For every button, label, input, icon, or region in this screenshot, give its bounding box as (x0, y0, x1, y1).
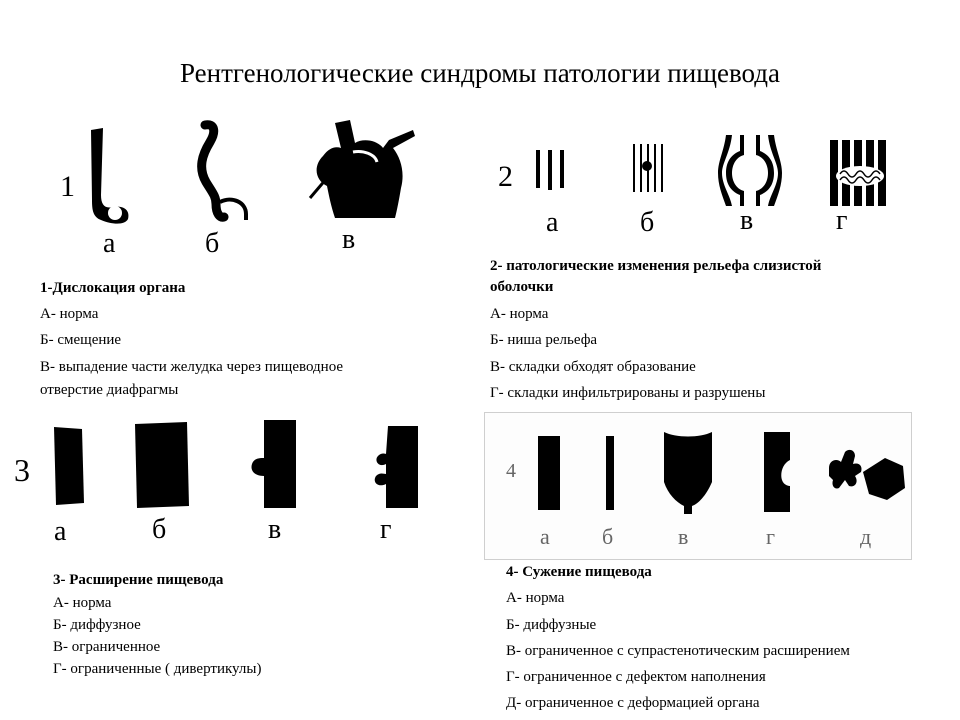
section1-figure-b-image (190, 120, 260, 225)
section1-heading: 1-Дислокация органа (40, 280, 186, 296)
section3-figure-b-image (133, 420, 191, 510)
section4-letter-b: б (602, 524, 614, 549)
section2-figure-g-image (828, 138, 888, 208)
section3-item-v: В- ограниченное (53, 639, 161, 655)
section2-letter-b: б (640, 207, 655, 238)
section1-letter-v: в (342, 224, 356, 255)
section3-letter-v: в (268, 514, 282, 545)
section1-number: 1 (60, 170, 75, 203)
section2-item-a: А- норма (490, 306, 549, 322)
section1-item-b: Б- смещение (40, 332, 122, 348)
section3-figure-v-image (250, 418, 300, 510)
section2-letter-g: г (836, 205, 848, 236)
section3-letter-g: г (380, 514, 392, 545)
section3-figure-a-image (52, 425, 86, 507)
page-title: Рентгенологические синдромы патологии пищевода (180, 58, 780, 88)
section4-number: 4 (506, 460, 516, 482)
section4-letter-g: г (766, 524, 776, 549)
section2-item-g: Г- складки инфильтрированы и разрушены (490, 385, 766, 401)
section4-item-v: В- ограниченное с супрастенотическим расширением (506, 643, 850, 659)
section4-letter-d: д (860, 524, 872, 549)
section1-item-v: В- выпадение части желудка через пищеводное (40, 359, 344, 375)
section3-number: 3 (14, 452, 30, 488)
section2-figure-v-image (718, 133, 782, 208)
section1-item-a: А- норма (40, 306, 99, 322)
section4-figure-d-image (825, 446, 907, 502)
section3-letter-a: а (54, 516, 67, 547)
section3-figure-g-image (372, 424, 422, 510)
section3-item-g: Г- ограниченные ( дивертикулы) (53, 661, 262, 677)
section4-item-b: Б- диффузные (506, 617, 597, 633)
section4-figure-v-image (660, 430, 716, 516)
section4-figure-g-image (760, 430, 794, 514)
section2-letter-v: в (740, 205, 754, 236)
section1-item-v-continued: отверстие диафрагмы (40, 382, 179, 398)
section4-item-d: Д- ограниченное с деформацией органа (506, 695, 760, 711)
section4-letter-a: а (540, 524, 550, 549)
section2-heading-line2: оболочки (490, 279, 554, 295)
section1-letter-b: б (205, 228, 220, 259)
section4-heading: 4- Сужение пищевода (506, 564, 652, 580)
section2-letter-a: а (546, 207, 559, 238)
section4-letter-v: в (678, 524, 689, 549)
section4-figure-b-image (603, 434, 617, 512)
section4-item-a: А- норма (506, 590, 565, 606)
section3-letter-b: б (152, 514, 167, 545)
section2-item-b: Б- ниша рельефа (490, 332, 598, 348)
section1-figure-a-image (85, 125, 135, 225)
section3-item-a: А- норма (53, 595, 112, 611)
section1-letter-a: а (103, 228, 116, 259)
section2-heading-line1: 2- патологические изменения рельефа слизистой (490, 258, 822, 274)
section2-number: 2 (498, 160, 513, 193)
section2-figure-a-image (533, 148, 573, 193)
section2-figure-b-image (630, 142, 666, 194)
section4-figure-a-image (535, 434, 563, 512)
section1-figure-v-image (305, 118, 420, 228)
section3-item-b: Б- диффузное (53, 617, 141, 633)
section4-item-g: Г- ограниченное с дефектом наполнения (506, 669, 766, 685)
section3-heading: 3- Расширение пищевода (53, 572, 224, 588)
section2-item-v: В- складки обходят образование (490, 359, 696, 375)
